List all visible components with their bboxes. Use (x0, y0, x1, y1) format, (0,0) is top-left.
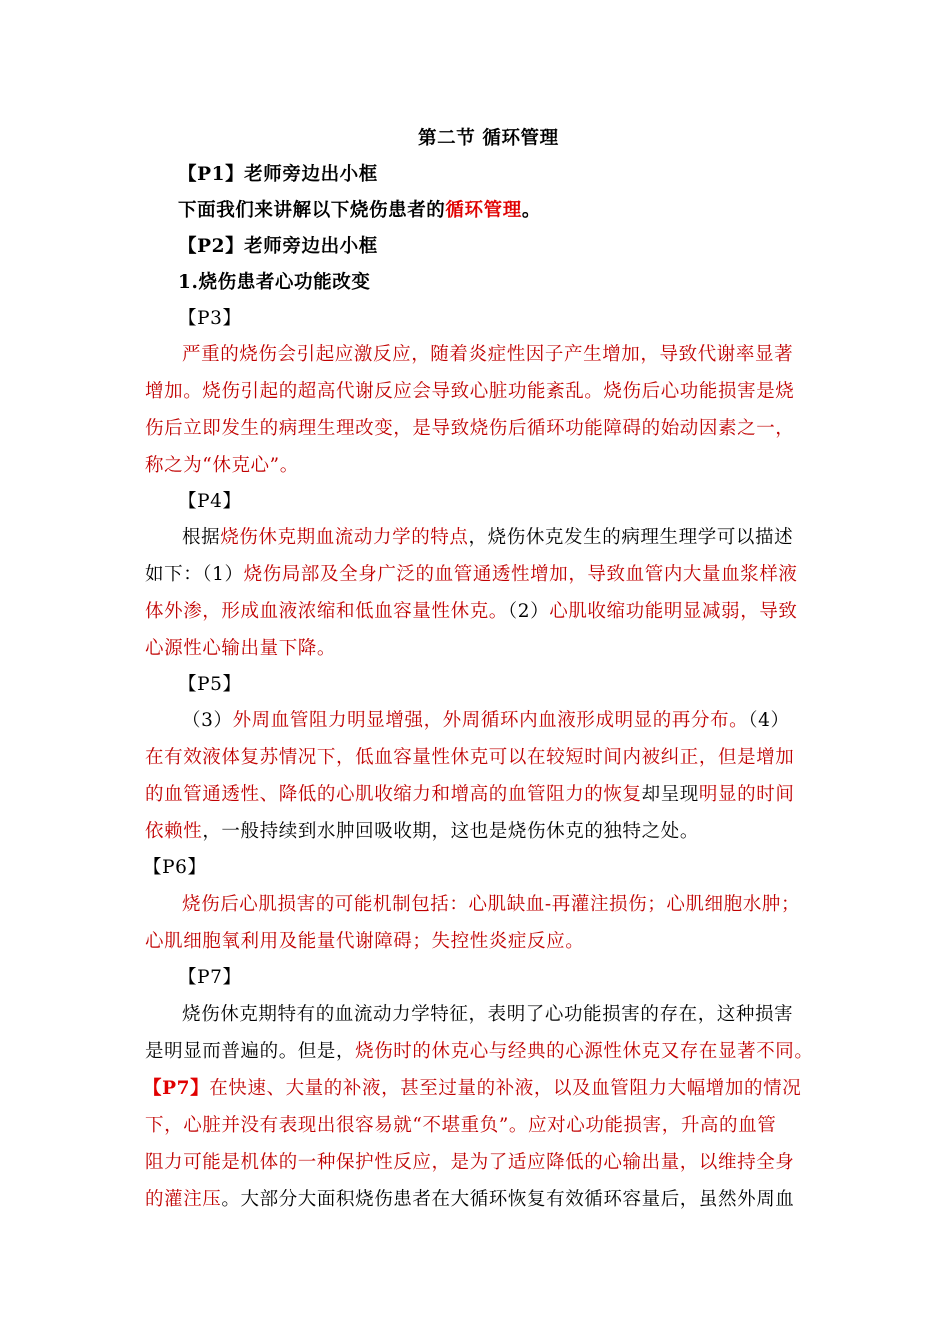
p4-line (182, 525, 793, 551)
p7-inline-tag: 【P7】 (143, 1078, 210, 1099)
p7-text: 是明显而普遍的。但是， (145, 1041, 356, 1062)
p4-text: ，烧伤休克发生的病理生理学可以描述 (468, 527, 794, 548)
p4-line: 心源性心输出量下降。 (145, 638, 337, 659)
p7-tag: 【P7】 (178, 967, 242, 988)
p5-line (145, 782, 794, 808)
p3-line: 伤后立即发生的病理生理改变，是导致烧伤后循环功能障碍的始动因素之一， (145, 418, 795, 439)
intro-line (178, 198, 541, 224)
p3-line: 严重的烧伤会引起应激反应，随着炎症性因子产生增加，导致代谢率显著 (182, 344, 794, 365)
p7-highlight: 烧伤时的休克心与经典的心源性休克又存在显著不同。 (355, 1041, 814, 1062)
heading-1: 1.烧伤患者心功能改变 (178, 272, 371, 293)
p3-tag: 【P3】 (178, 308, 242, 329)
p7-highlight: 在快速、大量的补液，甚至过量的补液，以及血管阻力大幅增加的情况 (209, 1078, 802, 1099)
p5-highlight: 依赖性 (145, 821, 203, 842)
p7-line: 下，心脏并没有表现出很容易就“不堪重负”。应对心功能损害，升高的血管 (145, 1115, 777, 1136)
p4-text: 根据 (182, 527, 221, 548)
p5-highlight: 外周血管阻力明显增强，外周循环内血液形成明显的再分布。 (232, 710, 749, 731)
p5-highlight: 的血管通透性、降低的心肌收缩力和增高的血管阻力的恢复 (145, 784, 642, 805)
p4-line (145, 562, 798, 588)
p5-line (182, 708, 790, 734)
p7-text: 。大部分大面积烧伤患者在大循环恢复有效循环容量后，虽然外周血 (221, 1189, 795, 1210)
p7-line (143, 1076, 801, 1102)
p5-text: 却呈现 (641, 784, 699, 805)
intro-highlight: 循环管理 (445, 200, 522, 221)
p5-line: 在有效液体复苏情况下，低血容量性休克可以在较短时间内被纠正，但是增加 (145, 747, 795, 768)
intro-end: 。 (521, 200, 541, 221)
p3-line: 增加。烧伤引起的超高代谢反应会导致心脏功能紊乱。烧伤后心功能损害是烧 (145, 381, 795, 402)
p5-tag: 【P5】 (178, 674, 242, 695)
p1-tag: 【P1】老师旁边出小框 (178, 164, 378, 185)
p7-line (145, 1187, 794, 1213)
p7-line (145, 1039, 814, 1065)
p6-tag: 【P6】 (143, 857, 207, 878)
p4-text: （2） (507, 601, 550, 622)
p4-highlight: 烧伤休克期血流动力学的特点 (220, 527, 469, 548)
p4-line (145, 599, 798, 625)
p4-highlight: 心肌收缩功能明显减弱，导致 (549, 601, 798, 622)
p5-text: ，一般持续到水肿回吸收期，这也是烧伤休克的独特之处。 (202, 821, 699, 842)
p7-line: 阻力可能是机体的一种保护性反应，是为了适应降低的心输出量，以维持全身 (145, 1152, 795, 1173)
p6-line: 心肌细胞氧利用及能量代谢障碍；失控性炎症反应。 (145, 931, 585, 952)
p7-line: 烧伤休克期特有的血流动力学特征，表明了心功能损害的存在，这种损害 (182, 1004, 794, 1025)
p7-highlight: 的灌注压 (145, 1189, 222, 1210)
p3-line: 称之为“休克心”。 (145, 455, 299, 476)
section-title: 第二节 循环管理 (418, 128, 559, 149)
p5-line (145, 819, 699, 845)
p4-text: 如下：（1） (145, 564, 244, 585)
p5-text: （3） (182, 710, 233, 731)
p4-highlight: 烧伤局部及全身广泛的血管通透性增加，导致血管内大量血浆样液 (243, 564, 798, 585)
p4-highlight: 体外渗，形成血液浓缩和低血容量性休克。 (145, 601, 508, 622)
p4-tag: 【P4】 (178, 491, 242, 512)
intro-text: 下面我们来讲解以下烧伤患者的 (178, 200, 446, 221)
p5-text: （4） (748, 710, 790, 731)
p5-highlight: 明显的时间 (698, 784, 795, 805)
p2-tag: 【P2】老师旁边出小框 (178, 236, 378, 257)
p6-line: 烧伤后心肌损害的可能机制包括：心肌缺血-再灌注损伤；心肌细胞水肿； (182, 894, 801, 915)
